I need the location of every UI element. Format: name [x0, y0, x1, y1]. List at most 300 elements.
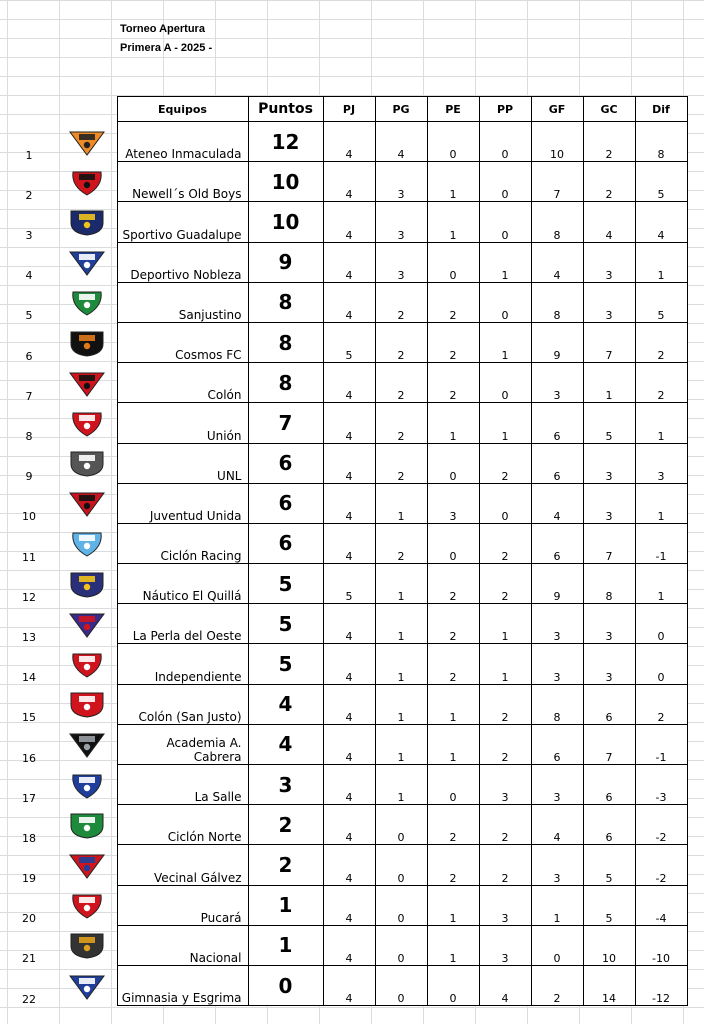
stat-pp: 2	[479, 684, 531, 724]
position-number: 4	[25, 269, 33, 283]
stat-pj: 4	[323, 965, 375, 1005]
position-number: 5	[25, 309, 33, 323]
stat-gc: 3	[583, 242, 635, 282]
stat-gc: 5	[583, 845, 635, 885]
team-crest-cell	[58, 122, 117, 162]
team-crest-cell	[58, 765, 117, 805]
team-points: 7	[248, 403, 323, 443]
stat-pp: 1	[479, 242, 531, 282]
stat-pe: 2	[427, 805, 479, 845]
team-crest-icon	[67, 811, 107, 839]
stat-gc: 7	[583, 523, 635, 563]
team-crest-icon	[67, 891, 107, 919]
stat-pp: 2	[479, 523, 531, 563]
stat-pp: 0	[479, 363, 531, 403]
team-points: 9	[248, 242, 323, 282]
stat-gc: 3	[583, 443, 635, 483]
team-name: Unión	[117, 403, 248, 443]
position-number: 16	[22, 751, 36, 765]
team-name: UNL	[117, 443, 248, 483]
table-row	[0, 724, 687, 764]
stat-dif: 5	[635, 282, 687, 322]
stat-pe: 1	[427, 724, 479, 764]
stat-pj: 4	[323, 122, 375, 162]
stat-pp: 3	[479, 765, 531, 805]
team-crest-icon	[67, 610, 107, 638]
position-number: 11	[22, 550, 36, 564]
team-name: Independiente	[117, 644, 248, 684]
stat-pp: 2	[479, 805, 531, 845]
stat-pg: 0	[375, 925, 427, 965]
stat-pp: 2	[479, 845, 531, 885]
team-points: 3	[248, 765, 323, 805]
stat-pj: 4	[323, 523, 375, 563]
stat-pe: 1	[427, 885, 479, 925]
team-crest-cell	[58, 965, 117, 1005]
team-points: 6	[248, 443, 323, 483]
header-pp: PP	[479, 97, 531, 122]
table-row	[0, 282, 687, 322]
stat-pp: 3	[479, 885, 531, 925]
stat-dif: -3	[635, 765, 687, 805]
team-name: Ateneo Inmaculada	[117, 122, 248, 162]
header-row	[0, 97, 687, 122]
table-row	[0, 202, 687, 242]
stat-gf: 3	[531, 644, 583, 684]
table-row	[0, 443, 687, 483]
stat-dif: 1	[635, 403, 687, 443]
table-row	[0, 644, 687, 684]
stat-pp: 0	[479, 162, 531, 202]
stat-dif: 0	[635, 644, 687, 684]
position-number: 7	[25, 389, 33, 403]
team-name: Pucará	[117, 885, 248, 925]
stat-dif: 4	[635, 202, 687, 242]
team-crest-icon	[67, 409, 107, 437]
table-row	[0, 363, 687, 403]
stat-gf: 4	[531, 483, 583, 523]
stat-gf: 6	[531, 523, 583, 563]
stat-gc: 6	[583, 684, 635, 724]
table-row	[0, 604, 687, 644]
team-crest-cell	[58, 845, 117, 885]
table-row	[0, 845, 687, 885]
team-crest-icon	[67, 851, 107, 879]
stat-pp: 2	[479, 724, 531, 764]
team-points: 8	[248, 322, 323, 362]
team-points: 4	[248, 724, 323, 764]
stat-pp: 0	[479, 122, 531, 162]
team-crest-cell	[58, 644, 117, 684]
header-pg: PG	[375, 97, 427, 122]
standings-table	[0, 96, 688, 1006]
position-number: 22	[22, 992, 36, 1006]
team-points: 5	[248, 604, 323, 644]
stat-pg: 2	[375, 282, 427, 322]
division-subtitle: Primera A - 2025 -	[120, 42, 213, 54]
stat-pe: 2	[427, 644, 479, 684]
stat-dif: 1	[635, 242, 687, 282]
stat-pj: 4	[323, 483, 375, 523]
position-number: 8	[25, 430, 33, 443]
position-number: 14	[22, 671, 36, 685]
stat-pg: 4	[375, 122, 427, 162]
position-number: 1	[25, 148, 33, 162]
header-pj: PJ	[323, 97, 375, 122]
team-points: 8	[248, 282, 323, 322]
team-crest-cell	[58, 885, 117, 925]
stat-pj: 4	[323, 885, 375, 925]
tournament-title: Torneo Apertura	[120, 23, 205, 35]
stat-pg: 3	[375, 162, 427, 202]
position-number: 6	[25, 349, 33, 363]
team-crest-icon	[67, 208, 107, 236]
stat-gf: 8	[531, 202, 583, 242]
team-crest-cell	[58, 322, 117, 362]
stat-gc: 7	[583, 724, 635, 764]
stat-pe: 2	[427, 845, 479, 885]
stat-pj: 4	[323, 604, 375, 644]
stat-pe: 1	[427, 403, 479, 443]
stat-pp: 3	[479, 925, 531, 965]
team-points: 1	[248, 885, 323, 925]
header-team: Equipos	[117, 97, 248, 122]
header-logo	[58, 97, 117, 122]
team-crest-cell	[58, 925, 117, 965]
team-points: 6	[248, 523, 323, 563]
team-name: La Perla del Oeste	[117, 604, 248, 644]
stat-gc: 7	[583, 322, 635, 362]
stat-pe: 2	[427, 604, 479, 644]
stat-pg: 0	[375, 965, 427, 1005]
stat-pg: 1	[375, 684, 427, 724]
stat-gc: 5	[583, 403, 635, 443]
header-gf: GF	[531, 97, 583, 122]
team-crest-cell	[58, 564, 117, 604]
stat-gf: 8	[531, 282, 583, 322]
stat-dif: 0	[635, 604, 687, 644]
stat-pj: 4	[323, 845, 375, 885]
team-crest-icon	[67, 972, 107, 1000]
stat-pe: 0	[427, 443, 479, 483]
table-row	[0, 885, 687, 925]
team-crest-icon	[67, 288, 107, 316]
team-name: Newell´s Old Boys	[117, 162, 248, 202]
stat-pp: 1	[479, 322, 531, 362]
stat-pg: 2	[375, 403, 427, 443]
stat-pe: 2	[427, 564, 479, 604]
stat-gf: 10	[531, 122, 583, 162]
team-crest-icon	[67, 489, 107, 517]
table-row	[0, 805, 687, 845]
team-points: 10	[248, 202, 323, 242]
stat-pj: 4	[323, 765, 375, 805]
position-number: 3	[25, 229, 33, 243]
stat-dif: 5	[635, 162, 687, 202]
stat-pp: 2	[479, 443, 531, 483]
table-row	[0, 765, 687, 805]
stat-pj: 4	[323, 805, 375, 845]
position-number: 21	[22, 952, 36, 966]
stat-gc: 4	[583, 202, 635, 242]
stat-pj: 4	[323, 403, 375, 443]
table-row	[0, 965, 687, 1005]
stat-pe: 3	[427, 483, 479, 523]
stat-pe: 2	[427, 282, 479, 322]
stat-dif: -10	[635, 925, 687, 965]
team-crest-cell	[58, 483, 117, 523]
stat-pg: 1	[375, 604, 427, 644]
header-gc: GC	[583, 97, 635, 122]
stat-pg: 3	[375, 202, 427, 242]
stat-gc: 5	[583, 885, 635, 925]
stat-pe: 0	[427, 122, 479, 162]
header-dif: Dif	[635, 97, 687, 122]
stat-pg: 3	[375, 242, 427, 282]
stat-gf: 3	[531, 604, 583, 644]
table-row	[0, 242, 687, 282]
team-points: 5	[248, 644, 323, 684]
team-name: Colón	[117, 363, 248, 403]
stat-pj: 4	[323, 202, 375, 242]
table-row	[0, 483, 687, 523]
stat-pp: 0	[479, 282, 531, 322]
position-number: 20	[22, 912, 36, 926]
team-name: Cosmos FC	[117, 322, 248, 362]
stat-dif: -1	[635, 523, 687, 563]
stat-pg: 2	[375, 523, 427, 563]
team-name: Nacional	[117, 925, 248, 965]
stat-dif: -4	[635, 885, 687, 925]
stat-gf: 3	[531, 765, 583, 805]
team-name: Sportivo Guadalupe	[117, 202, 248, 242]
team-points: 1	[248, 925, 323, 965]
team-crest-cell	[58, 363, 117, 403]
stat-gc: 6	[583, 765, 635, 805]
stat-pj: 4	[323, 363, 375, 403]
team-name: Deportivo Nobleza	[117, 242, 248, 282]
stat-pj: 4	[323, 724, 375, 764]
stat-pg: 1	[375, 644, 427, 684]
team-name: La Salle	[117, 765, 248, 805]
table-row	[0, 322, 687, 362]
stat-pg: 1	[375, 724, 427, 764]
stat-gf: 3	[531, 363, 583, 403]
team-crest-cell	[58, 523, 117, 563]
stat-dif: 3	[635, 443, 687, 483]
position-number: 19	[22, 872, 36, 886]
stat-pj: 4	[323, 282, 375, 322]
stat-pp: 0	[479, 202, 531, 242]
team-points: 4	[248, 684, 323, 724]
table-row	[0, 684, 687, 724]
team-crest-icon	[67, 931, 107, 959]
stat-pe: 1	[427, 202, 479, 242]
position-number: 18	[22, 831, 36, 845]
stat-pe: 1	[427, 925, 479, 965]
stat-pe: 2	[427, 322, 479, 362]
stat-pp: 1	[479, 644, 531, 684]
team-name: Gimnasia y Esgrima	[117, 965, 248, 1005]
stat-dif: -1	[635, 724, 687, 764]
team-name: Ciclón Norte	[117, 805, 248, 845]
team-name: Sanjustino	[117, 282, 248, 322]
team-crest-icon	[67, 369, 107, 397]
stat-gc: 2	[583, 162, 635, 202]
stat-pe: 0	[427, 523, 479, 563]
stat-pg: 1	[375, 564, 427, 604]
team-crest-icon	[67, 570, 107, 598]
position-number: 12	[22, 590, 36, 604]
stat-dif: 1	[635, 483, 687, 523]
stat-gc: 1	[583, 363, 635, 403]
table-row	[0, 162, 687, 202]
stat-pe: 0	[427, 965, 479, 1005]
table-row	[0, 403, 687, 443]
stat-pj: 5	[323, 322, 375, 362]
position-number: 10	[22, 510, 36, 524]
stat-pg: 0	[375, 805, 427, 845]
position-number: 15	[22, 711, 36, 725]
table-row	[0, 564, 687, 604]
team-points: 12	[248, 122, 323, 162]
team-crest-icon	[67, 771, 107, 799]
stat-gc: 3	[583, 483, 635, 523]
stat-gc: 3	[583, 604, 635, 644]
stat-gc: 14	[583, 965, 635, 1005]
team-crest-cell	[58, 724, 117, 764]
stat-pp: 1	[479, 604, 531, 644]
team-name: Colón (San Justo)	[117, 684, 248, 724]
stat-dif: 2	[635, 363, 687, 403]
team-crest-icon	[67, 168, 107, 196]
team-points: 8	[248, 363, 323, 403]
team-crest-cell	[58, 282, 117, 322]
team-name: Academia A. Cabrera	[117, 724, 248, 764]
team-points: 10	[248, 162, 323, 202]
team-name: Ciclón Racing	[117, 523, 248, 563]
stat-gf: 9	[531, 564, 583, 604]
team-crest-cell	[58, 242, 117, 282]
stat-dif: -2	[635, 805, 687, 845]
team-crest-cell	[58, 805, 117, 845]
stat-pg: 0	[375, 845, 427, 885]
stat-pe: 1	[427, 684, 479, 724]
team-crest-icon	[67, 449, 107, 477]
position-number: 13	[22, 630, 36, 644]
stat-pj: 4	[323, 242, 375, 282]
team-name: Náutico El Quillá	[117, 564, 248, 604]
team-crest-cell	[58, 684, 117, 724]
stat-dif: 2	[635, 684, 687, 724]
stat-pj: 4	[323, 684, 375, 724]
team-crest-cell	[58, 604, 117, 644]
team-crest-cell	[58, 403, 117, 443]
team-crest-cell	[58, 162, 117, 202]
team-name: Vecinal Gálvez	[117, 845, 248, 885]
stat-gf: 8	[531, 684, 583, 724]
stat-pg: 2	[375, 322, 427, 362]
stat-pe: 2	[427, 363, 479, 403]
stat-pg: 2	[375, 363, 427, 403]
team-points: 2	[248, 805, 323, 845]
stat-gc: 2	[583, 122, 635, 162]
stat-gc: 10	[583, 925, 635, 965]
stat-dif: -2	[635, 845, 687, 885]
table-row	[0, 122, 687, 162]
stat-pg: 1	[375, 483, 427, 523]
stat-pg: 2	[375, 443, 427, 483]
stat-pp: 1	[479, 403, 531, 443]
team-points: 2	[248, 845, 323, 885]
team-crest-icon	[67, 128, 107, 156]
team-points: 6	[248, 483, 323, 523]
position-number: 2	[25, 188, 33, 202]
team-crest-icon	[67, 329, 107, 357]
position-number: 17	[22, 791, 36, 805]
stat-gf: 7	[531, 162, 583, 202]
stat-pp: 2	[479, 564, 531, 604]
stat-dif: 1	[635, 564, 687, 604]
position-number: 9	[25, 470, 33, 484]
header-points: Puntos	[248, 97, 323, 122]
stat-pp: 0	[479, 483, 531, 523]
stat-gf: 6	[531, 443, 583, 483]
header-pe: PE	[427, 97, 479, 122]
stat-pj: 4	[323, 925, 375, 965]
stat-pp: 4	[479, 965, 531, 1005]
table-row	[0, 925, 687, 965]
stat-gf: 3	[531, 845, 583, 885]
team-points: 0	[248, 965, 323, 1005]
stat-gc: 6	[583, 805, 635, 845]
stat-pg: 0	[375, 885, 427, 925]
stat-gf: 9	[531, 322, 583, 362]
stat-gf: 1	[531, 885, 583, 925]
stat-gf: 0	[531, 925, 583, 965]
stat-gc: 8	[583, 564, 635, 604]
stat-gf: 6	[531, 724, 583, 764]
stat-dif: 8	[635, 122, 687, 162]
team-crest-cell	[58, 443, 117, 483]
team-crest-icon	[67, 650, 107, 678]
stat-pg: 1	[375, 765, 427, 805]
stat-pj: 4	[323, 443, 375, 483]
team-name: Juventud Unida	[117, 483, 248, 523]
stat-gc: 3	[583, 282, 635, 322]
stat-gf: 6	[531, 403, 583, 443]
stat-pe: 1	[427, 162, 479, 202]
stat-gf: 4	[531, 242, 583, 282]
header-pos	[0, 97, 58, 122]
team-points: 5	[248, 564, 323, 604]
table-row	[0, 523, 687, 563]
stat-gf: 2	[531, 965, 583, 1005]
stat-pe: 0	[427, 242, 479, 282]
stat-pe: 0	[427, 765, 479, 805]
team-crest-cell	[58, 202, 117, 242]
stat-pj: 5	[323, 564, 375, 604]
team-crest-icon	[67, 529, 107, 557]
stat-dif: 2	[635, 322, 687, 362]
team-crest-icon	[67, 690, 107, 718]
stat-pj: 4	[323, 162, 375, 202]
stat-gc: 3	[583, 644, 635, 684]
team-crest-icon	[67, 730, 107, 758]
stat-dif: -12	[635, 965, 687, 1005]
stat-gf: 4	[531, 805, 583, 845]
stat-pj: 4	[323, 644, 375, 684]
